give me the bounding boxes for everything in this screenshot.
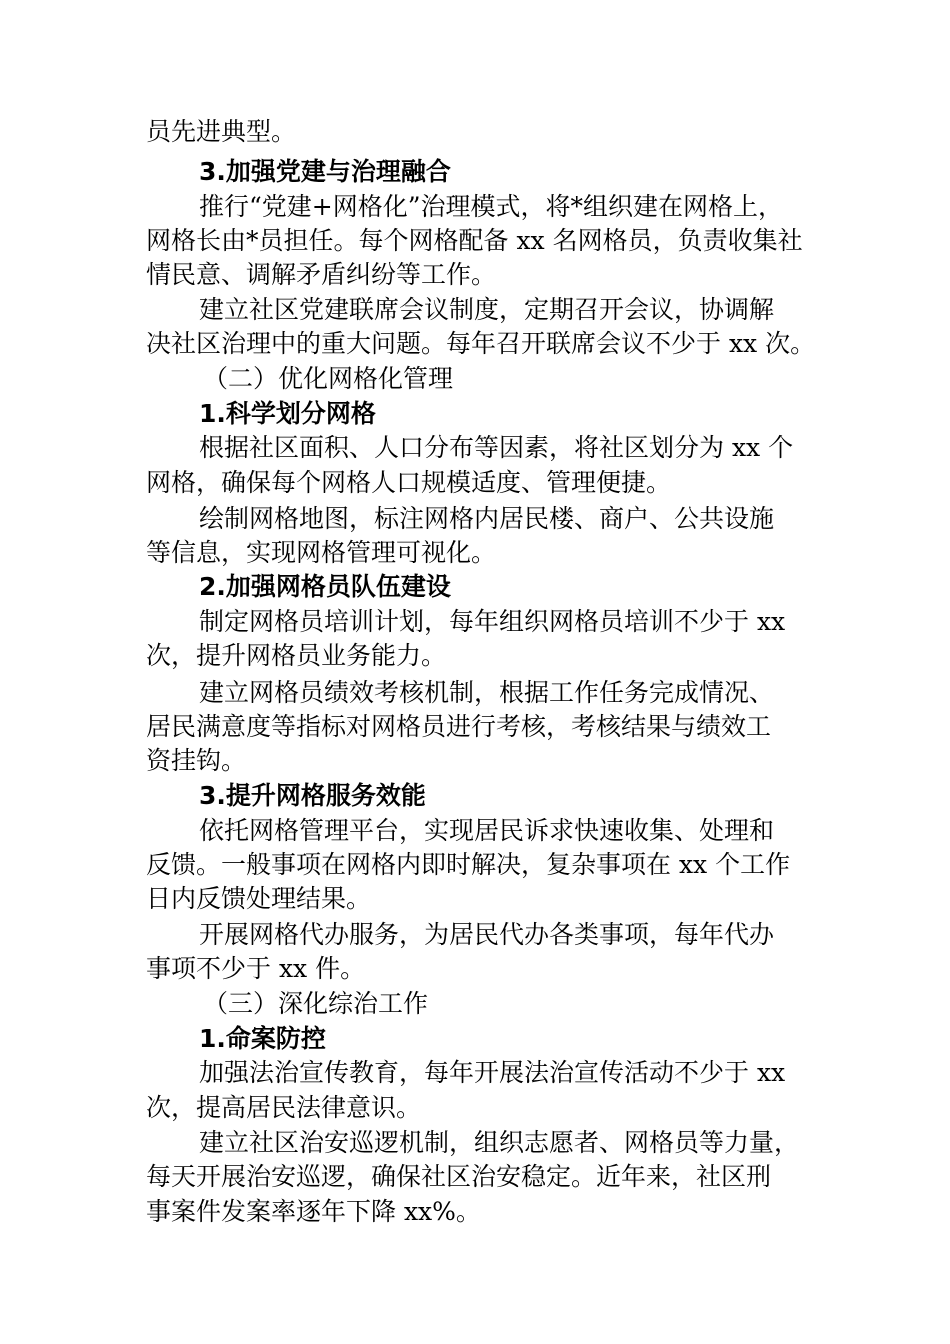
paragraph-line: 制定网格员培训计划，每年组织网格员培训不少于 xx [199,607,786,636]
subheading-3: 3.提升网格服务效能 [199,781,426,810]
paragraph-line: 推行“党建+网格化”治理模式，将*组织建在网格上， [199,192,784,221]
paragraph-line: 建立网格员绩效考核机制，根据工作任务完成情况、 [199,678,775,707]
section-heading-2: （二）优化网格化管理 [203,364,454,393]
paragraph-line: 次，提升网格员业务能力。 [146,641,447,670]
paragraph-line: 次，提高居民法律意识。 [146,1093,422,1122]
subheading-1: 1.科学划分网格 [199,399,376,428]
subheading-1: 1.命案防控 [199,1024,326,1053]
paragraph-line: 决社区治理中的重大问题。每年召开联席会议不少于 xx 次。 [146,329,816,358]
paragraph-line: 事项不少于 xx 件。 [146,954,366,983]
paragraph-line: 事案件发案率逐年下降 xx%。 [146,1197,481,1226]
paragraph-line: 开展网格代办服务，为居民代办各类事项，每年代办 [199,920,775,949]
paragraph-line: 加强法治宣传教育，每年开展法治宣传活动不少于 xx [199,1058,786,1087]
section-heading-3: （三）深化综治工作 [203,989,429,1018]
paragraph-line: 建立社区治安巡逻机制，组织志愿者、网格员等力量， [199,1128,800,1157]
paragraph-line: 网格长由*员担任。每个网格配备 xx 名网格员，负责收集社 [146,226,803,255]
paragraph-line: 根据社区面积、人口分布等因素，将社区划分为 xx 个 [199,433,794,462]
subheading-3: 3.加强党建与治理融合 [199,157,451,186]
paragraph-line: 绘制网格地图，标注网格内居民楼、商户、公共设施 [199,504,775,533]
paragraph-line: 等信息，实现网格管理可视化。 [146,538,497,567]
paragraph-line: 日内反馈处理结果。 [146,884,372,913]
paragraph-line: 依托网格管理平台，实现居民诉求快速收集、处理和 [199,816,775,845]
subheading-2: 2.加强网格员队伍建设 [199,572,451,601]
paragraph-line: 反馈。一般事项在网格内即时解决，复杂事项在 xx 个工作 [146,850,791,879]
paragraph-line: 每天开展治安巡逻，确保社区治安稳定。近年来，社区刑 [146,1162,772,1191]
paragraph-line: 资挂钩。 [146,746,247,775]
paragraph-line: 员先进典型。 [146,117,297,146]
paragraph-line: 居民满意度等指标对网格员进行考核，考核结果与绩效工 [146,712,772,741]
paragraph-line: 建立社区党建联席会议制度，定期召开会议，协调解 [199,295,775,324]
paragraph-line: 网格，确保每个网格人口规模适度、管理便捷。 [146,468,672,497]
paragraph-line: 情民意、调解矛盾纠纷等工作。 [146,260,497,289]
